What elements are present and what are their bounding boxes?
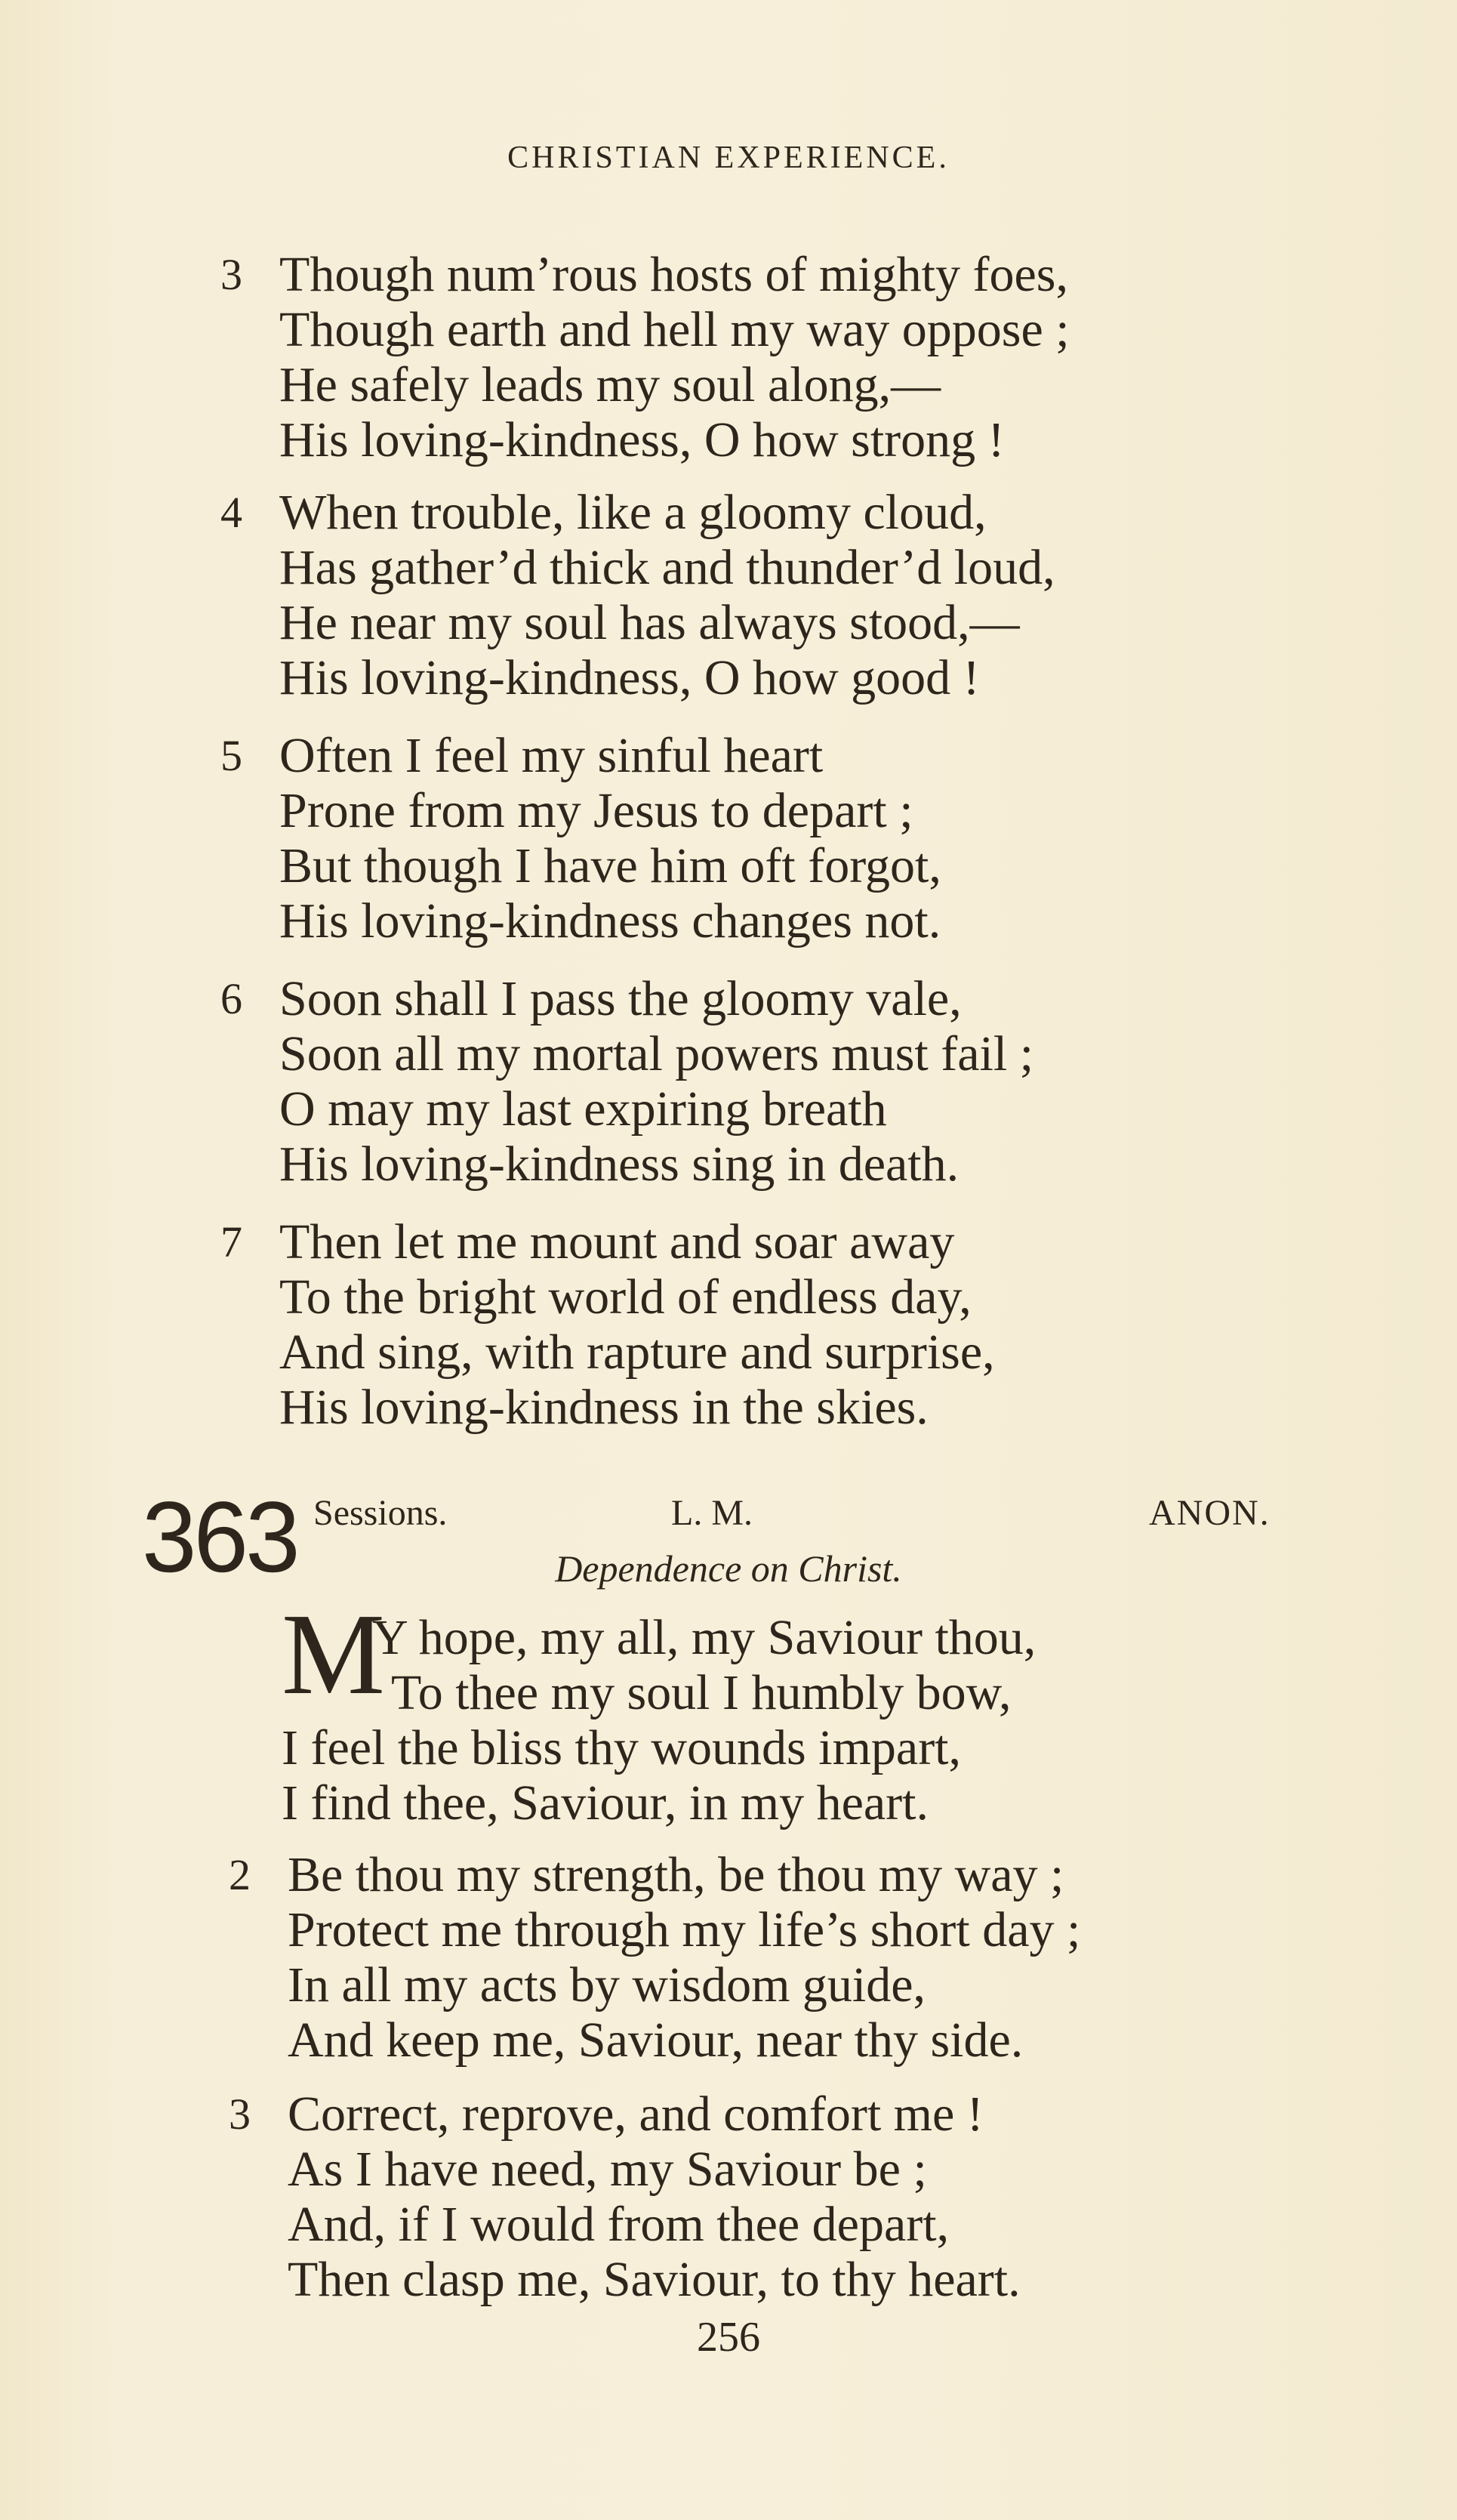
verse-line: His loving-kindness, O how good !	[279, 650, 980, 705]
stanza	[229, 2087, 1323, 2307]
stanza-lines	[288, 1847, 1323, 2068]
running-head: CHRISTIAN EXPERIENCE.	[507, 140, 950, 175]
verse-line: To thee my soul I humbly bow,	[391, 1665, 1012, 1720]
verse-line: He near my soul has always stood,—	[279, 595, 1020, 650]
verse-line: As I have need, my Saviour be ;	[288, 2142, 927, 2197]
stanza-number: 3	[229, 2090, 251, 2139]
stanza-lines	[279, 1214, 1315, 1435]
verse-line: Soon all my mortal powers must fail ;	[279, 1026, 1034, 1081]
verse-line: To the bright world of endless day,	[279, 1269, 972, 1325]
stanza-number: 7	[220, 1217, 242, 1266]
verse-line: His loving-kindness in the skies.	[279, 1380, 929, 1435]
stanza	[220, 971, 1315, 1192]
stanza	[220, 728, 1315, 948]
page-number: 256	[697, 2314, 760, 2361]
verse-line: In all my acts by wisdom guide,	[288, 1957, 926, 2013]
verse-line: And keep me, Saviour, near thy side.	[288, 2013, 1024, 2068]
stanza	[229, 1847, 1323, 2068]
verse-line: He safely leads my soul along,—	[279, 357, 941, 412]
verse-line: Often I feel my sinful heart	[279, 728, 824, 783]
verse-line: His loving-kindness sing in death.	[279, 1137, 960, 1192]
stanza-lines	[279, 971, 1315, 1192]
stanza-number: 2	[229, 1850, 251, 1899]
verse-line: And, if I would from thee depart,	[288, 2197, 950, 2252]
verse-line: And sing, with rapture and surprise,	[279, 1325, 995, 1380]
stanza-lines	[288, 2087, 1323, 2307]
first-stanza	[282, 1610, 1338, 1831]
verse-line: Be thou my strength, be thou my way ;	[288, 1847, 1064, 1902]
stanza-number: 4	[220, 488, 242, 537]
verse-line: But though I have him oft forgot,	[279, 838, 941, 893]
verse-line: Though num’rous hosts of mighty foes,	[279, 247, 1068, 302]
stanza-lines	[279, 485, 1315, 705]
verse-line: His loving-kindness changes not.	[279, 893, 941, 948]
stanza-number: 6	[220, 974, 242, 1023]
verse-line: His loving-kindness, O how strong !	[279, 412, 1005, 467]
verse-line: Though earth and hell my way oppose ;	[279, 302, 1070, 357]
author: ANON.	[1149, 1493, 1271, 1533]
drop-cap: M	[282, 1590, 385, 1719]
hymn-number: 363	[142, 1482, 297, 1593]
verse-line: Has gather’d thick and thunder’d loud,	[279, 540, 1055, 595]
stanza	[220, 485, 1315, 705]
verse-line: Protect me through my life’s short day ;	[288, 1902, 1081, 1957]
verse-line: Soon shall I pass the gloomy vale,	[279, 971, 962, 1026]
stanza-lines	[279, 728, 1315, 948]
verse-line: Then let me mount and soar away	[279, 1214, 955, 1269]
tune-name: Sessions.	[313, 1493, 448, 1533]
stanza-lines	[279, 247, 1315, 467]
meter: L. M.	[671, 1493, 753, 1533]
verse-line: Prone from my Jesus to depart ;	[279, 783, 913, 838]
stanza-number: 3	[220, 250, 242, 299]
verse-line: I find thee, Saviour, in my heart.	[282, 1775, 929, 1831]
verse-line: When trouble, like a gloomy cloud,	[279, 485, 987, 540]
hymn-subtitle: Dependence on Christ.	[555, 1547, 902, 1590]
verse-line: O may my last expiring breath	[279, 1081, 887, 1137]
stanza-number: 5	[220, 731, 242, 780]
verse-line: Correct, reprove, and comfort me !	[288, 2087, 984, 2142]
stanza	[220, 247, 1315, 467]
verse-line: Then clasp me, Saviour, to thy heart.	[288, 2252, 1021, 2307]
verse-line: I feel the bliss thy wounds impart,	[282, 1720, 962, 1775]
stanza	[220, 1214, 1315, 1435]
verse-line: Y hope, my all, my Saviour thou,	[372, 1610, 1037, 1665]
